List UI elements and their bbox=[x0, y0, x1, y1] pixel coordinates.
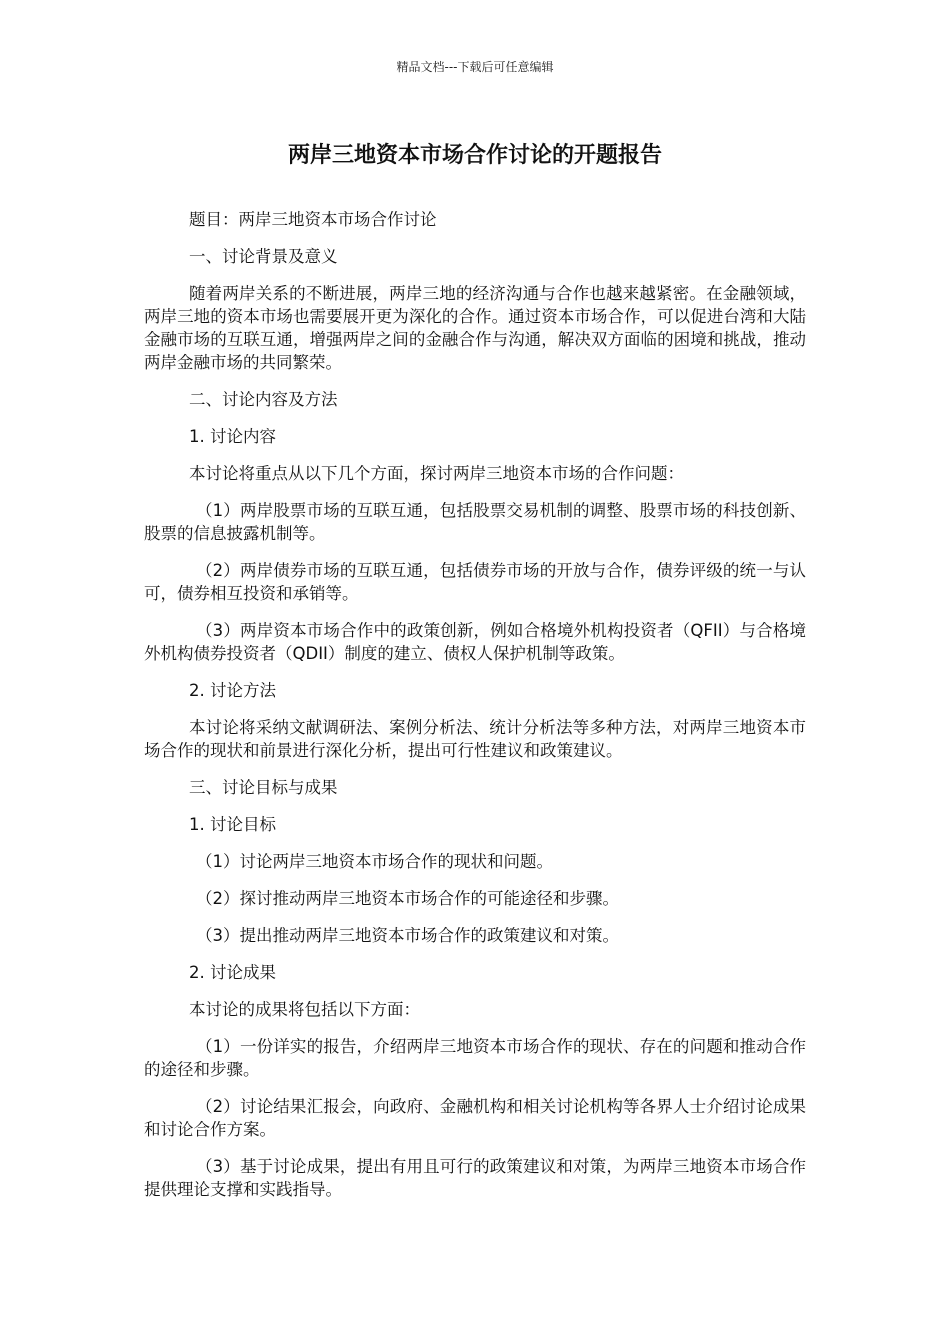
document-title: 两岸三地资本市场合作讨论的开题报告 bbox=[287, 143, 662, 168]
paragraph-method: 本讨论将采纳文献调研法、案例分析法、统计分析法等多种方法，对两岸三地资本市场合作的现状和前景进行深化分析，提出可行性建议和政策建议。 bbox=[144, 718, 806, 760]
section-heading-goals-results: 三、讨论目标与成果 bbox=[189, 778, 338, 797]
list-item-content-1: （1）两岸股票市场的互联互通，包括股票交易机制的调整、股票市场的科技创新、股票的信息披露机制等。 bbox=[144, 501, 806, 543]
section-heading-content-method: 二、讨论内容及方法 bbox=[189, 390, 338, 409]
paragraph-results-intro: 本讨论的成果将包括以下方面： bbox=[189, 1000, 420, 1019]
list-item-content-2: （2）两岸债券市场的互联互通，包括债券市场的开放与合作，债券评级的统一与认可，债券相互投资和承销等。 bbox=[144, 561, 806, 603]
document-body bbox=[144, 208, 806, 1215]
list-item-goal-1: （1）讨论两岸三地资本市场合作的现状和问题。 bbox=[196, 852, 553, 871]
paragraph-background: 随着两岸关系的不断进展，两岸三地的经济沟通与合作也越来越紧密。在金融领域，两岸三地的资本市场也需要展开更为深化的合作。通过资本市场合作，可以促进台湾和大陆金融市场的互联互通，增强两岸之间的金融合作与沟通，解决双方面临的困境和挑战，推动两岸金融市场的共同繁荣。 bbox=[144, 284, 806, 372]
section-heading-background: 一、讨论背景及意义 bbox=[189, 247, 338, 266]
list-item-result-1: （1）一份详实的报告，介绍两岸三地资本市场合作的现状、存在的问题和推动合作的途径和步骤。 bbox=[144, 1037, 806, 1079]
subsection-heading-goals: 1. 讨论目标 bbox=[189, 815, 276, 834]
paragraph-topic: 题目：两岸三地资本市场合作讨论 bbox=[189, 210, 437, 229]
list-item-result-3: （3）基于讨论成果，提出有用且可行的政策建议和对策，为两岸三地资本市场合作提供理论支撑和实践指导。 bbox=[144, 1157, 806, 1199]
list-item-goal-2: （2）探讨推动两岸三地资本市场合作的可能途径和步骤。 bbox=[196, 889, 619, 908]
list-item-result-2: （2）讨论结果汇报会，向政府、金融机构和相关讨论机构等各界人士介绍讨论成果和讨论合作方案。 bbox=[144, 1097, 806, 1139]
list-item-content-3: （3）两岸资本市场合作中的政策创新，例如合格境外机构投资者（QFII）与合格境外机构债券投资者（QDII）制度的建立、债权人保护机制等政策。 bbox=[144, 621, 806, 663]
subsection-heading-results: 2. 讨论成果 bbox=[189, 963, 276, 982]
subsection-heading-content: 1. 讨论内容 bbox=[189, 427, 276, 446]
list-item-goal-3: （3）提出推动两岸三地资本市场合作的政策建议和对策。 bbox=[196, 926, 619, 945]
header-note: 精品文档---下载后可任意编辑 bbox=[396, 60, 554, 74]
subsection-heading-method: 2. 讨论方法 bbox=[189, 681, 276, 700]
paragraph-content-intro: 本讨论将重点从以下几个方面，探讨两岸三地资本市场的合作问题： bbox=[189, 464, 684, 483]
